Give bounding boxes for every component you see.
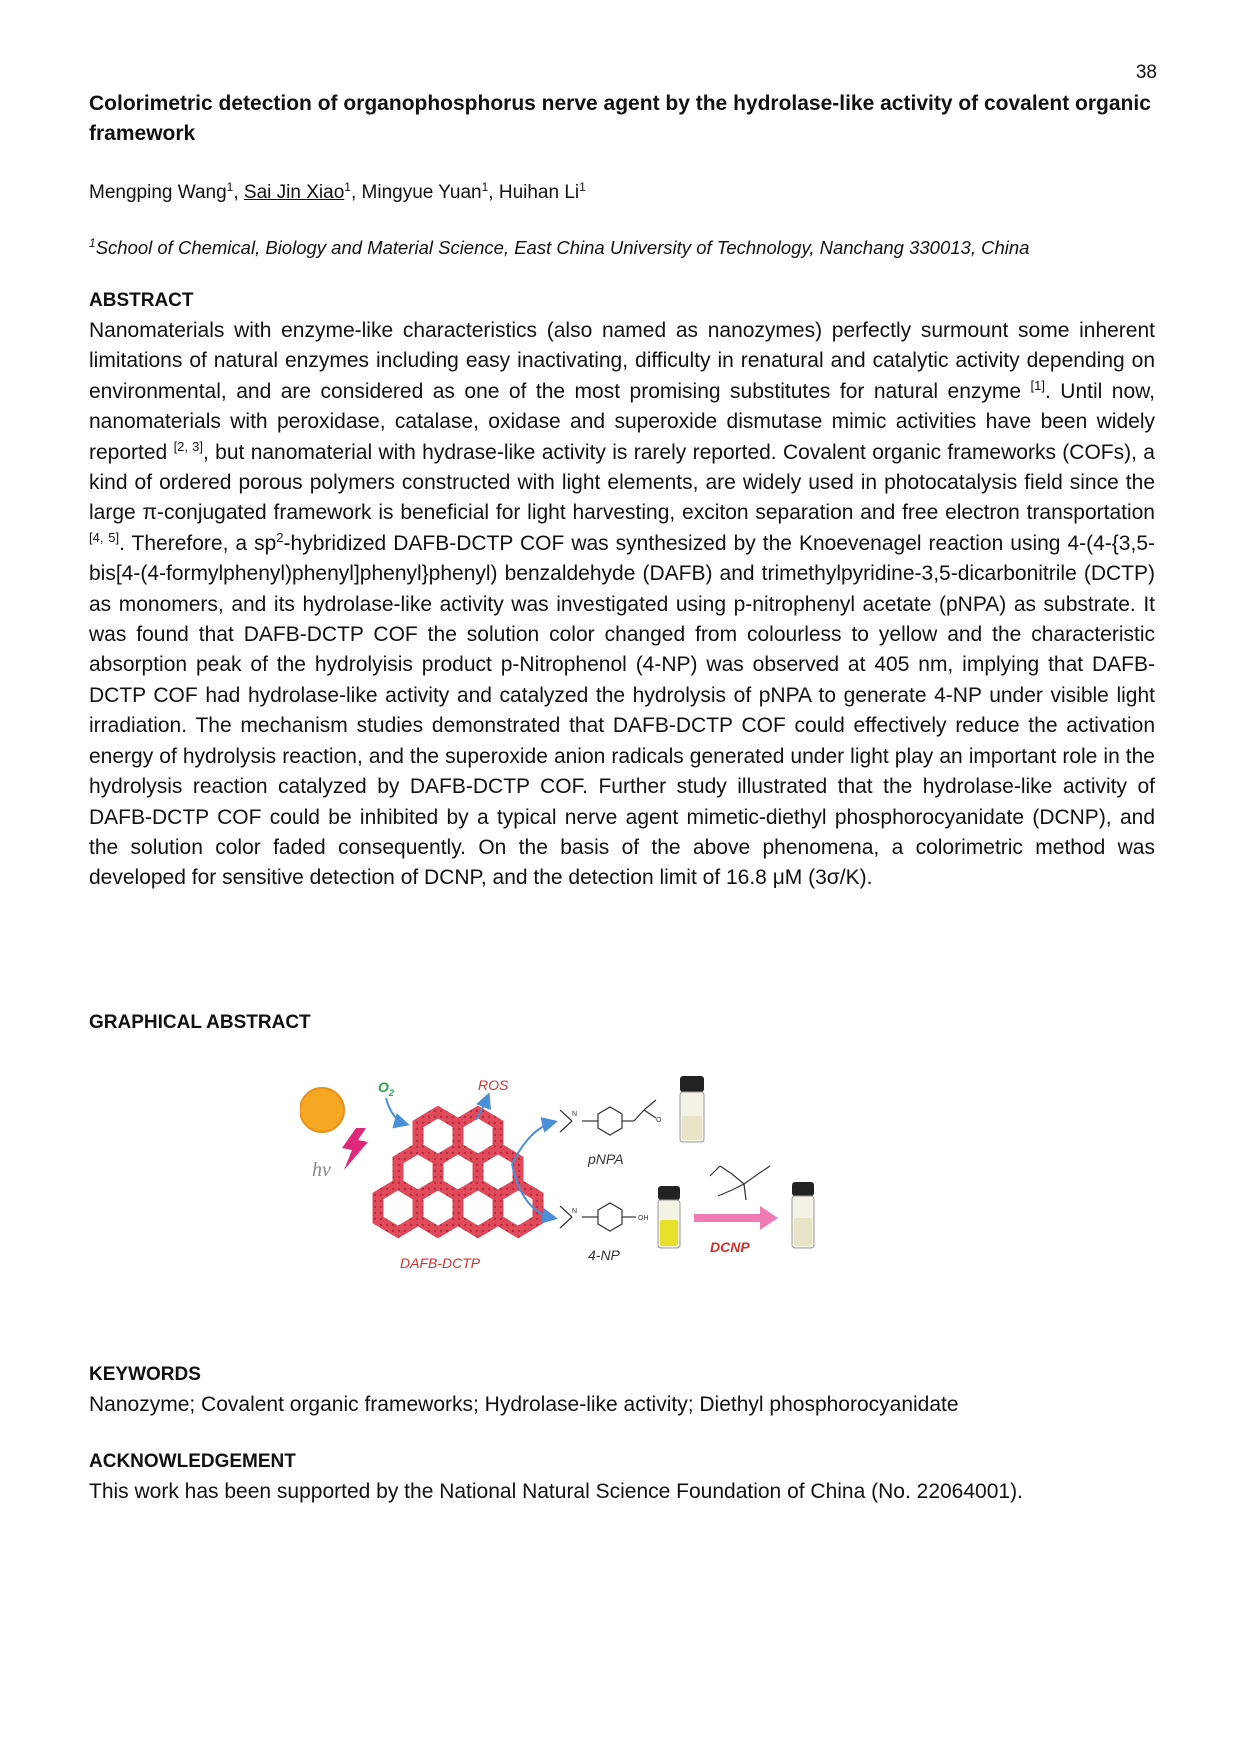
dcnp-arrow [694, 1206, 778, 1230]
vial-pnpa [680, 1076, 704, 1142]
abstract-body: Nanomaterials with enzyme-like characteristics (also named as nanozymes) perfectly surmount some inherent limitations of natural enzymes including easy inactivating, difficulty in renatural and catalytic activity depending on environmental, and are considered as one of the most promising substitutes for natural enzyme [1]. Until now, nanomaterials with peroxidase, catalase, oxidase and superoxide dismutase mimic activities have been widely reported [2, 3], but nanomaterial with hydrase-like activity is rarely reported. Covalent organic frameworks (COFs), a kind of ordered porous polymers constructed with light elements, are widely used in photocatalysis field since the large π-conjugated framework is beneficial for light harvesting, exciton separation and free electron transportation [4, 5]. Therefore, a $sp^2$-hybridized DAFB-DCTP COF was synthesized by the Knoevenagel reaction using 4-(4-{3,5-bis[4-(4-formylphenyl)phenyl]phenyl}phenyl) benzaldehyde (DAFB) and trimethylpyridine-3,5-dicarbonitrile (DCTP) as monomers, and its hydrolase-like activity was investigated using p-nitrophenyl acetate (pNPA) as substrate. It was found that DAFB-DCTP COF the solution color changed from colourless to yellow and the characteristic absorption peak of the hydrolyisis product p-Nitrophenol (4-NP) was observed at 405 nm, implying that DAFB-DCTP COF had hydrolase-like activity and catalyzed the hydrolysis of pNPA to generate 4-NP under visible light irradiation. The mechanism studies demonstrated that DAFB-DCTP COF could effectively reduce the activation energy of hydrolysis reaction, and the superoxide anion radicals generated under light play an important role in the hydrolysis reaction catalyzed by DAFB-DCTP COF. Further study illustrated that the hydrolase-like activity of DAFB-DCTP COF could be inhibited by a typical nerve agent mimetic-diethyl phosphorocyanidate (DCNP), and the solution color faded consequently. On the basis of the above phenomena, a colorimetric method was developed for sensitive detection of DCNP, and the detection limit of 16.8 μM (3σ/K). [89, 319, 1155, 890]
author-4: Huihan Li$^1$ [498, 180, 586, 203]
cof-label: DAFB-DCTP [400, 1255, 481, 1271]
lightning-icon [342, 1128, 368, 1170]
vial-fournp [658, 1186, 680, 1248]
keywords-heading: KEYWORDS [89, 1364, 201, 1385]
keywords-body: Nanozyme; Covalent organic frameworks; Hydrolase-like activity; Diethyl phosphorocyanidate [89, 1393, 959, 1416]
fournp-n-label: N [572, 1208, 578, 1215]
pnpa-label: pNPA [588, 1151, 624, 1167]
graphical-abstract-heading: GRAPHICAL ABSTRACT [89, 1012, 311, 1033]
vial-dcnp [792, 1182, 814, 1248]
hv-label: hv [312, 1159, 331, 1181]
author-1: Mengping Wang$^1$, [89, 180, 244, 203]
abstract-heading: ABSTRACT [89, 290, 194, 311]
dcnp-label: DCNP [710, 1239, 750, 1255]
affiliation: $^1$School of Chemical, Biology and Material Science, East China University of Technology, Nanchang 330013, China [89, 236, 1030, 258]
author-2-presenting: Sai Jin Xiao [243, 182, 345, 203]
pnpa-n-label: N [572, 1111, 578, 1118]
author-3: Mingyue Yuan$^1$, [361, 180, 499, 203]
acknowledgement-body: This work has been supported by the National Natural Science Foundation of China (No. 22064001). [89, 1480, 1023, 1503]
sun-icon [300, 1088, 344, 1132]
graphical-abstract-svg [300, 1066, 940, 1306]
page-number: 38 [1135, 62, 1157, 83]
paper-title: Colorimetric detection of organophosphorus nerve agent by the hydrolase-like activity of covalent organic framework [89, 92, 1151, 145]
fournp-label: 4-NP [588, 1247, 620, 1263]
dcnp-molecule [710, 1166, 770, 1200]
graphical-abstract-figure [300, 1066, 940, 1306]
acknowledgement-heading: ACKNOWLEDGEMENT [89, 1451, 296, 1472]
author-list: Mengping Wang$^1$, Sai Jin Xiao$^1$, Mingyue Yuan$^1$, Huihan Li$^1$ [89, 180, 586, 203]
pnpa-o-label: O [656, 1117, 662, 1124]
oh-label: OH [638, 1215, 649, 1222]
ros-label: ROS [478, 1077, 509, 1093]
o2-label: $O_2$ [378, 1079, 394, 1098]
o2-arrow [386, 1098, 406, 1124]
